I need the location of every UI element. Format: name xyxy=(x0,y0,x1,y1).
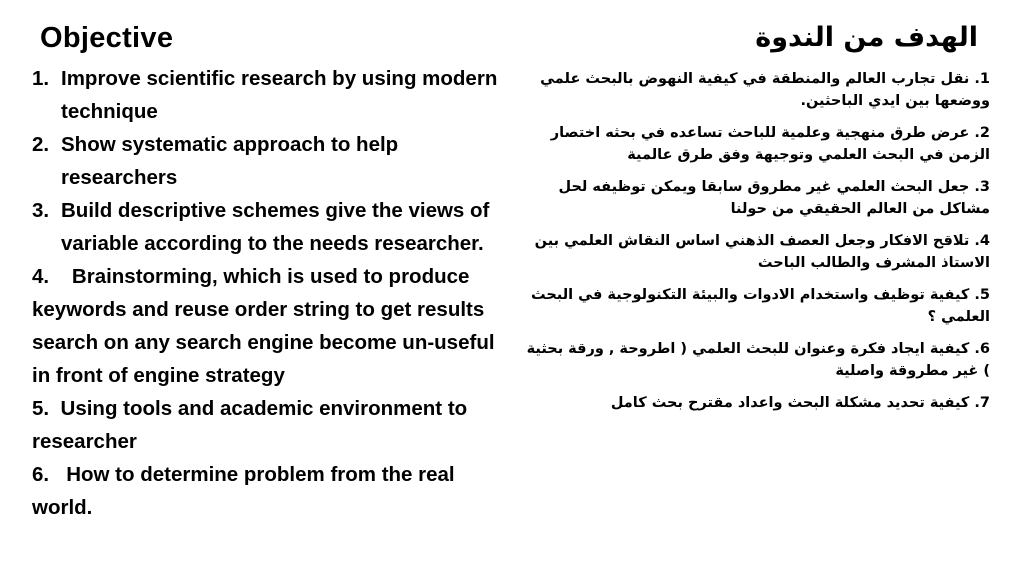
arabic-item-text: تلاقح الافكار وجعل العصف الذهني اساس النقاش العلمي بين الاستاذ المشرف والطالب الباحث xyxy=(534,233,990,271)
english-objective-item xyxy=(32,392,510,458)
english-item-number: 1. xyxy=(32,67,50,90)
english-item-number: 5. xyxy=(32,397,50,420)
english-title: Objective xyxy=(40,22,174,54)
english-objective-item xyxy=(32,62,510,128)
arabic-item-number: 2. xyxy=(974,125,990,141)
arabic-item-number: 7. xyxy=(974,395,990,411)
english-objective-item xyxy=(32,194,510,260)
english-item-text: Brainstorming, which is used to produce keywords and reuse order string to get results search on any search engine become un-useful in front of engine strategy xyxy=(32,265,495,387)
arabic-item-number: 6. xyxy=(974,341,990,357)
english-item-text: Improve scientific research by using modern technique xyxy=(61,67,498,123)
arabic-item-text: نقل تجارب العالم والمنطقة في كيفية النهوض بالبحث علمي ووضعها بين ايدي الباحثين. xyxy=(540,71,990,109)
english-item-text: Build descriptive schemes give the views of variable according to the needs researcher. xyxy=(61,199,490,255)
arabic-objective-item xyxy=(516,338,990,382)
arabic-item-text: عرض طرق منهجية وعلمية للباحث تساعده في بحثه اختصار الزمن في البحث العلمي وتوجيهة وفق طرق عالمية xyxy=(550,125,990,163)
english-item-text: How to determine problem from the real world. xyxy=(32,463,455,519)
arabic-objective-item xyxy=(516,68,990,112)
arabic-item-text: كيفية توظيف واستخدام الادوات والبيئة التكنولوجية في البحث العلمي ؟ xyxy=(531,287,990,325)
english-item-number: 6. xyxy=(32,463,50,486)
english-objective-item xyxy=(32,458,510,524)
arabic-title: الهدف من الندوة xyxy=(755,22,978,53)
arabic-item-number: 5. xyxy=(974,287,990,303)
arabic-objective-item xyxy=(516,230,990,274)
english-item-text: Using tools and academic environment to researcher xyxy=(32,397,468,453)
arabic-objective-item xyxy=(516,176,990,220)
arabic-objective-item xyxy=(516,284,990,328)
arabic-item-number: 3. xyxy=(974,179,990,195)
english-objective-item xyxy=(32,128,510,194)
arabic-item-number: 1. xyxy=(974,71,990,87)
arabic-objective-item xyxy=(516,392,990,414)
arabic-item-text: كيفية ايجاد فكرة وعنوان للبحث العلمي ( اطروحة , ورقة بحثية ) غير مطروقة واصلية xyxy=(526,341,990,379)
english-item-number: 2. xyxy=(32,133,50,156)
arabic-item-text: كيفية تحديد مشكلة البحث واعداد مقترح بحث كامل xyxy=(610,395,970,411)
english-objectives-list xyxy=(32,62,510,524)
arabic-objectives-list xyxy=(516,68,990,424)
english-item-text: Show systematic approach to help researchers xyxy=(61,133,399,189)
arabic-item-number: 4. xyxy=(974,233,990,249)
english-item-number: 4. xyxy=(32,265,50,288)
arabic-item-text: جعل البحث العلمي غير مطروق سابقا ويمكن توظيفه لحل مشاكل من العالم الحقيقي من حولنا xyxy=(558,179,990,217)
arabic-objective-item xyxy=(516,122,990,166)
english-item-number: 3. xyxy=(32,199,50,222)
english-objective-item xyxy=(32,260,510,392)
